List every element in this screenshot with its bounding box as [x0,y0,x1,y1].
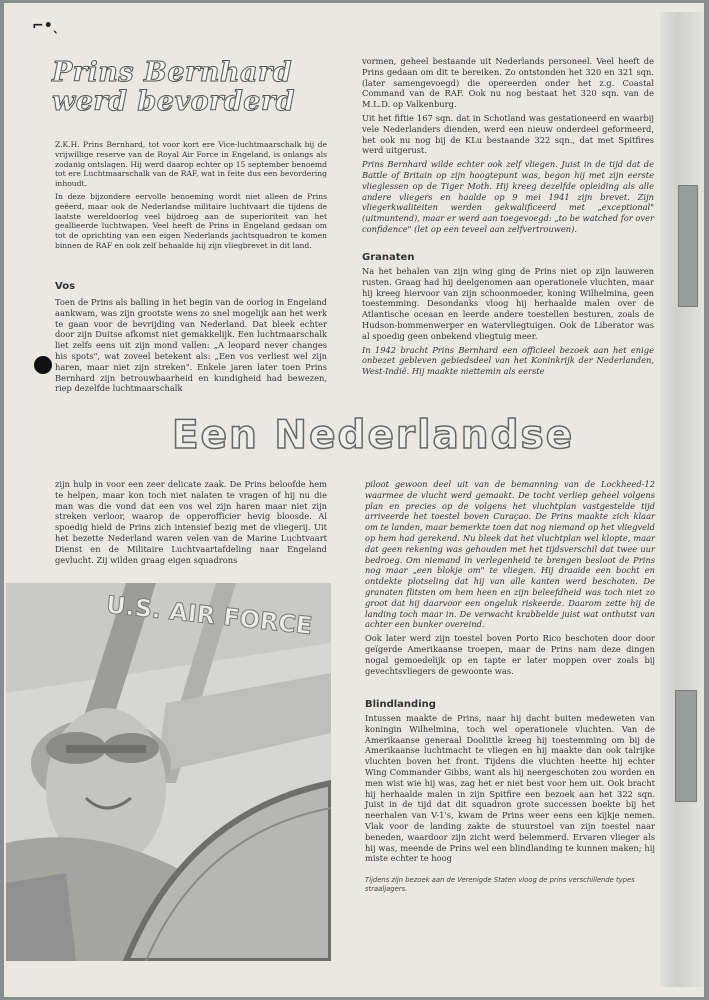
right-mid-italic-paragraph: piloot gewoon deel uit van de bemanning van de Lockheed-12 waarmee de vlucht werd gemaakt. De tocht verliep geheel volgens plan en precies op de volgens het vluchtplan vastgestelde tijd arriveerde het toestel boven Curaçao. De Prins maakte zich klaar om te landen, maar bemerkte toen dat nog niemand op het vliegveld op hem had gerekend. Nu bleek dat het vluchtplan wel klopte, maar dat geen rekening was gehouden met het tijdsverschil dat twee uur bedroeg. Om niemand in verlegenheid te brengen besloot de Prins nog maar „een blokje om" te vliegen. Hij draaide een bocht en ontdekte plotseling dat hij van alle kanten werd beschoten. De granaten flitsten om hem heen en zijn beleefdheid was toch niet zo groot dat hij daarvoor een ongeluk riskeerde. Daarom zette hij de landing toch maar in. De verwacht krabbelde juist wat onthutst van achter een bunker overeind. [365,479,655,630]
right-paragraph: Uit het fiftie 167 sqn. dat in Schotland was gestationeerd en waarbij vele Nederlanders dienden, werd een nieuw onderdeel geformeerd, het ook nu nog bij de KLu bestaande 322 sqn., dat met Spitfires werd uitgerust. [362,112,654,156]
binder-tab [675,690,697,802]
right-mid-column [365,479,655,679]
big-heading: Een Nederlandse [172,413,575,458]
punch-hole [34,356,52,374]
pencil-mark: ⌐•ˎ [32,18,60,34]
heading-vos: Vos [55,281,76,292]
granaten-column [362,266,654,380]
photo-caption: Tijdens zijn bezoek aan de Verenigde Staten vloog de prins verschillende types straaljagers. [365,876,635,893]
right-mid-paragraph: Ook later werd zijn toestel boven Porto Rico beschoten door door geïgerde Amerikaanse troepen, maar de Prins nam deze dingen nogal gemoedelijk op en tapte er later moppen over zoals bij gevechtsvliegers de gewoonte was. [365,633,655,676]
intro-column [55,140,327,254]
heading-blindlanding: Blindlanding [365,699,436,710]
granaten-paragraph: Na het behalen van zijn wing ging de Prins niet op zijn lauweren rusten. Graag had hij deelgenomen aan operationele vluchten, maar hij kreeg hiervoor van zijn schoonmoeder, koning Wilhelmina, geen toestemming. Desondanks vloog hij herhaalde malen over de Atlantische oceaan en leerde andere toestellen besturen, zoals de Hudson-bommenwerper en watervliegtuigen. Ook de Liberator was al spoedig geen onbekend vliegtuig meer. [362,266,654,341]
intro-paragraph: Z.K.H. Prins Bernhard, tot voor kort ere Vice-luchtmaarschalk bij de vrijwillige reserve van de Royal Air Force in Engeland, is onlangs als zodanig ontslagen. Hij werd daarop echter op 15 september benoemd tot ere Luchtmaarschalk van de RAF, wat in feite dus een bevordering inhoudt. [55,140,327,189]
heading-granaten: Granaten [362,252,415,263]
blindlanding-paragraph: Intussen maakte de Prins, naar hij dacht buiten medeweten van koningin Wilhelmina, toch wel operationele vluchten. Van de Amerikaanse generaal Doolittle kreeg hij toestemming om bij de Amerikaanse luchtmacht te vliegen en hij maakte dan ook talrijke vluchten boven het front. Tijdens die vluchten heette hij echter Wing Commander Gibbs, want als hij neergeschoten zou worden en men wist wie hij was, zag het er niet best voor hem uit. Ook bracht hij herhaalde malen in zijn Spitfire een bezoek aan het 322 sqn. Juist in de tijd dat dit squadron grote successen boekte bij het neerhalen van V-1's, kwam de Prins weer eens een kijkje nemen. Vlak voor de landing zakte de stuurstoel van zijn toestel naar beneden, waardoor zijn zicht werd belemmerd. Ervaren vlieger als hij was, meende de Prins wel een blindlanding te kunnen maken; hij miste echter te hoog [365,713,655,864]
intro-paragraph: In deze bijzondere eervolle benoeming wordt niet alleen de Prins geëerd, maar ook de Nederlandse militaire luchtvaart die tijdens de laatste wereldoorlog veel bijdroeg aan de superioriteit van het geallieerde luchtwapen. Veel heeft de Prins in Engeland gedaan om tot de oprichting van een eigen Nederlands jachtsquadron te komen binnen de RAF en ook zelf behaalde hij zijn vliegbrevet in dit land. [55,191,327,250]
pilot-photo [6,583,331,961]
left-mid-column [55,479,327,568]
binder-tab [678,185,698,307]
left-mid-paragraph: zijn hulp in voor een zeer delicate zaak. De Prins beloofde hem te helpen, maar kon toch niet nalaten te vragen of hij nu die man was die vond dat een vos wel zijn haren maar niet zijn streken verloor, waarop de opperofficier hevig bloosde. Al spoedig hield de Prins zich intensief bezig met de vliegerij. Uit het bezette Nederland waren velen van de Marine Luchtvaart Dienst en de Militaire Luchtvaartafdeling naar Engeland gevlucht. Zij wilden graag eigen squadrons [55,479,327,565]
vos-paragraph: Toen de Prins als balling in het begin van de oorlog in Engeland aankwam, was zijn grootste wens zo snel mogelijk aan het werk te gaan voor de bevrijding van Nederland. Dat bleek echter door zijn Duitse afkomst niet gemakkelijk. Een luchtmaarschalk liet zelfs eens uit zijn mond vallen: „A leopard never changes his spots", wat zoveel betekent als: „Een vos verliest wel zijn haren, maar niet zijn streken". Enkele jaren later toen Prins Bernhard zijn betrouwbaarheid en kundigheid had bewezen, riep dezelfde luchtmaarschalk [55,297,327,394]
granaten-italic-paragraph: In 1942 bracht Prins Bernhard een officieel bezoek aan het enige onbezet gebleven gebiedsdeel van het Koninkrijk der Nederlanden, West-Indië. Hij maakte niettemin als eerste [362,344,654,377]
right-top-column [362,56,654,238]
aircraft-lettering: U.S. AIR FORCE [104,590,314,641]
vos-column [55,297,327,397]
blindlanding-column [365,713,655,867]
torn-edge [660,12,704,987]
right-paragraph: vormen, geheel bestaande uit Nederlands personeel. Veel heeft de Prins gedaan om dit te bereiken. Zo ontstonden het 320 en 321 sqn. (later samengevoegd) die opereerden onder het z.g. Coastal Command van de RAF. Ook nu nog bestaat het 320 sqn. van de M.L.D. op Valkenburg. [362,56,654,110]
pilot-photo-illustration [6,583,331,961]
article-title: Prins Bernhard werd bevorderd [52,57,296,117]
right-italic-paragraph: Prins Bernhard wilde echter ook zelf vliegen. Juist in de tijd dat de Battle of Britain op zijn hoogtepunt was, begon hij met zijn eerste vlieglessen op de Tiger Moth. Hij kreeg dezelfde opleiding als alle andere vliegers en haalde op 9 mei 1941 zijn brevet. Zijn vliegerkwaliteiten werden gekwalificeerd met „exceptional" (uitmuntend), maar er werd aan toegevoegd: „to be watched for over confidence" (let op een teveel aan zelfvertrouwen). [362,159,654,234]
